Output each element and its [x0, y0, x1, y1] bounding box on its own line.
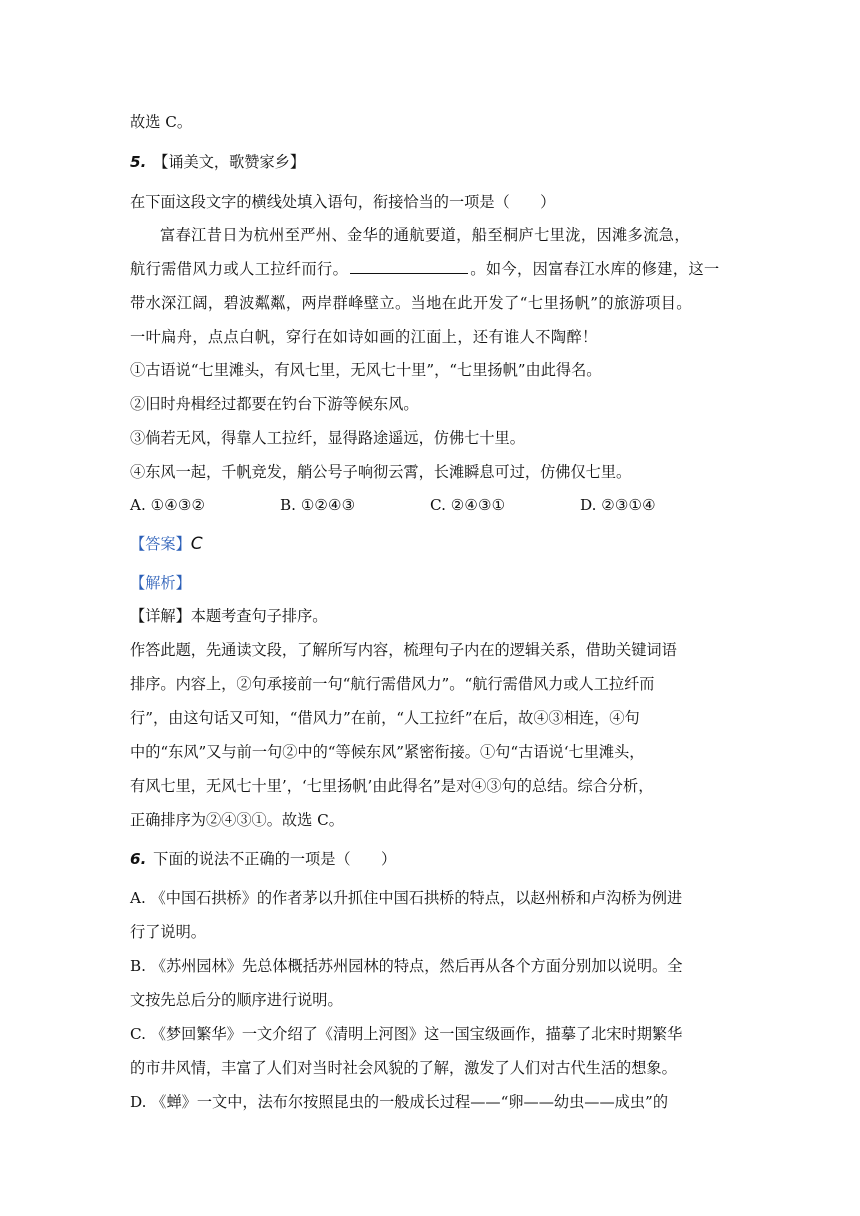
question-6-prompt: 下面的说法不正确的一项是（ ）: [153, 850, 397, 868]
question-6-heading: [130, 849, 396, 869]
sentence-1: ①古语说“七里滩头，有风七里，无风七十里”，“七里扬帆”由此得名。: [130, 361, 602, 379]
passage-line-2-end: 。如今，因富春江水库的修建，这一: [470, 260, 720, 278]
sentence-4: ④东风一起，千帆竞发，艄公号子响彻云霄，长滩瞬息可过，仿佛仅七里。: [130, 463, 632, 481]
option-a: A. ①④③②: [130, 496, 206, 514]
detail-text-line-1: 作答此题，先通读文段，了解所写内容，梳理句子内在的逻辑关系，借助关键词语: [130, 641, 677, 659]
question-5-heading: [130, 152, 305, 172]
detail-first: 本题考查句子排序。: [190, 607, 328, 625]
option-c: C. ②④③①: [430, 496, 506, 514]
option-b: B. ①②④③: [280, 496, 356, 514]
question-5-number: 5.: [130, 153, 147, 171]
q6-line-6: 的市井风情，丰富了人们对当时社会风貌的了解，激发了人们对古代生活的想象。: [130, 1059, 677, 1077]
answer-tag: 【答案】: [130, 535, 191, 553]
analysis-tag: 【解析】: [130, 574, 191, 592]
option-d: D. ②③①④: [580, 496, 656, 514]
previous-answer-conclusion: 故选 C。: [130, 113, 193, 131]
q6-line-4: 文按先总后分的顺序进行说明。: [130, 991, 343, 1009]
passage-line-1: 富春江昔日为杭州至严州、金华的通航要道，船至桐庐七里泷，因滩多流急，: [160, 226, 690, 244]
sentence-2: ②旧时舟楫经过都要在钓台下游等候东风。: [130, 395, 419, 413]
q6-line-7: D. 《蝉》一文中，法布尔按照昆虫的一般成长过程——“卵——幼虫——成虫”的: [130, 1093, 669, 1111]
q6-line-5: C. 《梦回繁华》一文介绍了《清明上河图》这一国宝级画作，描摹了北宋时期繁华: [130, 1025, 683, 1043]
detail-line: [130, 606, 327, 626]
detail-tag: 【详解】: [130, 607, 191, 625]
detail-text-line-3: 行”，由这句话又可知，“借风力”在前，“人工拉纤”在后，故④③相连，④句: [130, 709, 640, 727]
q6-line-1: A. 《中国石拱桥》的作者茅以升抓住中国石拱桥的特点，以赵州桥和卢沟桥为例进: [130, 889, 683, 907]
q6-line-3: B. 《苏州园林》先总体概括苏州园林的特点，然后再从各个方面分别加以说明。全: [130, 957, 683, 975]
fill-in-blank: [350, 259, 468, 274]
question-5-prompt: 在下面这段文字的横线处填入语句，衔接恰当的一项是（ ）: [130, 193, 556, 211]
q6-line-2: 行了说明。: [130, 923, 206, 941]
sentence-3: ③倘若无风，得靠人工拉纤，显得路途遥远，仿佛七十里。: [130, 429, 525, 447]
question-6-number: 6.: [130, 850, 147, 868]
question-5-options: [130, 495, 730, 515]
passage-line-4: 一叶扁舟，点点白帆，穿行在如诗如画的江面上，还有谁人不陶醉！: [130, 328, 598, 346]
answer-value: C: [190, 534, 203, 554]
detail-text-line-4: 中的“东风”又与前一句②中的“等候东风”紧密衔接。①句“古语说‘七里滩头，: [130, 743, 645, 761]
detail-text-line-5: 有风七里，无风七十里’，‘七里扬帆’由此得名”是对④③句的总结。综合分析，: [130, 777, 654, 795]
question-5-title: 【诵美文，歌赞家乡】: [153, 153, 306, 171]
passage-line-3: 带水深江阔，碧波粼粼，两岸群峰壁立。当地在此开发了“七里扬帆”的旅游项目。: [130, 294, 692, 312]
passage-line-2: [130, 259, 720, 279]
detail-text-line-6: 正确排序为②④③①。故选 C。: [130, 811, 344, 829]
detail-text-line-2: 排序。内容上，②句承接前一句“航行需借风力”。“航行需借风力或人工拉纤而: [130, 675, 655, 693]
answer-line: [130, 534, 203, 554]
passage-line-2-start: 航行需借风力或人工拉纤而行。: [130, 260, 349, 278]
